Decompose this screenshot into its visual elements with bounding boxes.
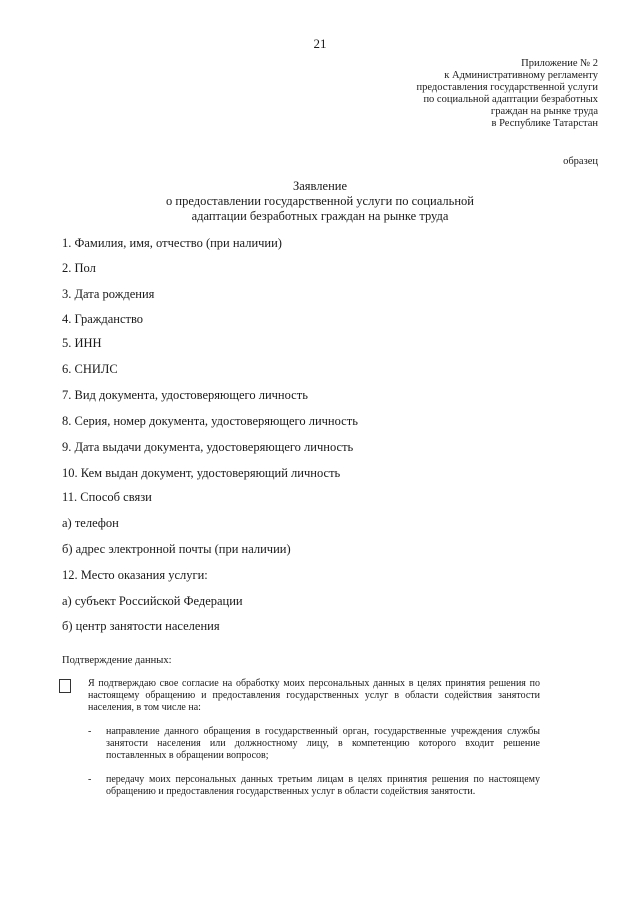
field-sex[interactable]: 2. Пол	[62, 261, 96, 275]
field-employment-center[interactable]: б) центр занятости населения	[62, 619, 220, 633]
field-phone[interactable]: а) телефон	[62, 516, 119, 530]
document-title	[0, 179, 640, 224]
appendix-line: в Республике Татарстан	[491, 118, 598, 129]
field-service-location: 12. Место оказания услуги:	[62, 568, 208, 582]
field-id-document-number[interactable]: 8. Серия, номер документа, удостоверяющего личность	[62, 414, 358, 428]
field-contact-method: 11. Способ связи	[62, 490, 152, 504]
title-line: адаптации безработных граждан на рынке труда	[191, 209, 449, 223]
appendix-line: по социальной адаптации безработных	[423, 94, 598, 105]
field-snils[interactable]: 6. СНИЛС	[62, 362, 118, 376]
field-citizenship[interactable]: 4. Гражданство	[62, 312, 144, 326]
title-line: Заявление	[292, 179, 347, 193]
appendix-header	[417, 58, 598, 130]
consent-text: Я подтверждаю свое согласие на обработку моих персональных данных в целях принятия решения по настоящему обращению и предоставления государственных услуг в области содействия занятости населения, в том числе на:	[88, 678, 540, 713]
appendix-line: граждан на рынке труда	[490, 106, 598, 117]
title-line: о предоставлении государственной услуги по социальной	[166, 194, 474, 208]
consent-bullet-item: направление данного обращения в государственный орган, государственные учреждения службы занятости населения или должностному лицу, в компетенцию которого входит решение поставленных в обращении вопросов;	[106, 726, 540, 761]
field-birth-date[interactable]: 3. Дата рождения	[62, 287, 155, 301]
bullet-dash: -	[88, 726, 92, 737]
field-email[interactable]: б) адрес электронной почты (при наличии)	[62, 542, 291, 556]
field-full-name[interactable]: 1. Фамилия, имя, отчество (при наличии)	[62, 236, 282, 250]
sample-label: образец	[563, 156, 598, 167]
field-inn[interactable]: 5. ИНН	[62, 336, 102, 350]
field-id-document-type[interactable]: 7. Вид документа, удостоверяющего личность	[62, 388, 308, 402]
field-id-document-issue-date[interactable]: 9. Дата выдачи документа, удостоверяющего личность	[62, 440, 354, 454]
appendix-line: Приложение № 2	[521, 58, 598, 69]
field-id-document-issuer[interactable]: 10. Кем выдан документ, удостоверяющий личность	[62, 466, 341, 480]
consent-bullet-item: передачу моих персональных данных третьим лицам в целях принятия решения по настоящему обращению и предоставления государственных услуг в области содействия занятости.	[106, 774, 540, 797]
bullet-dash: -	[88, 774, 92, 785]
field-federal-subject[interactable]: а) субъект Российской Федерации	[62, 594, 243, 608]
confirmation-heading: Подтверждение данных:	[62, 655, 172, 666]
page-number: 21	[313, 36, 327, 51]
appendix-line: предоставления государственной услуги	[416, 82, 598, 93]
consent-checkbox[interactable]	[59, 679, 71, 693]
appendix-line: к Административному регламенту	[444, 70, 598, 81]
